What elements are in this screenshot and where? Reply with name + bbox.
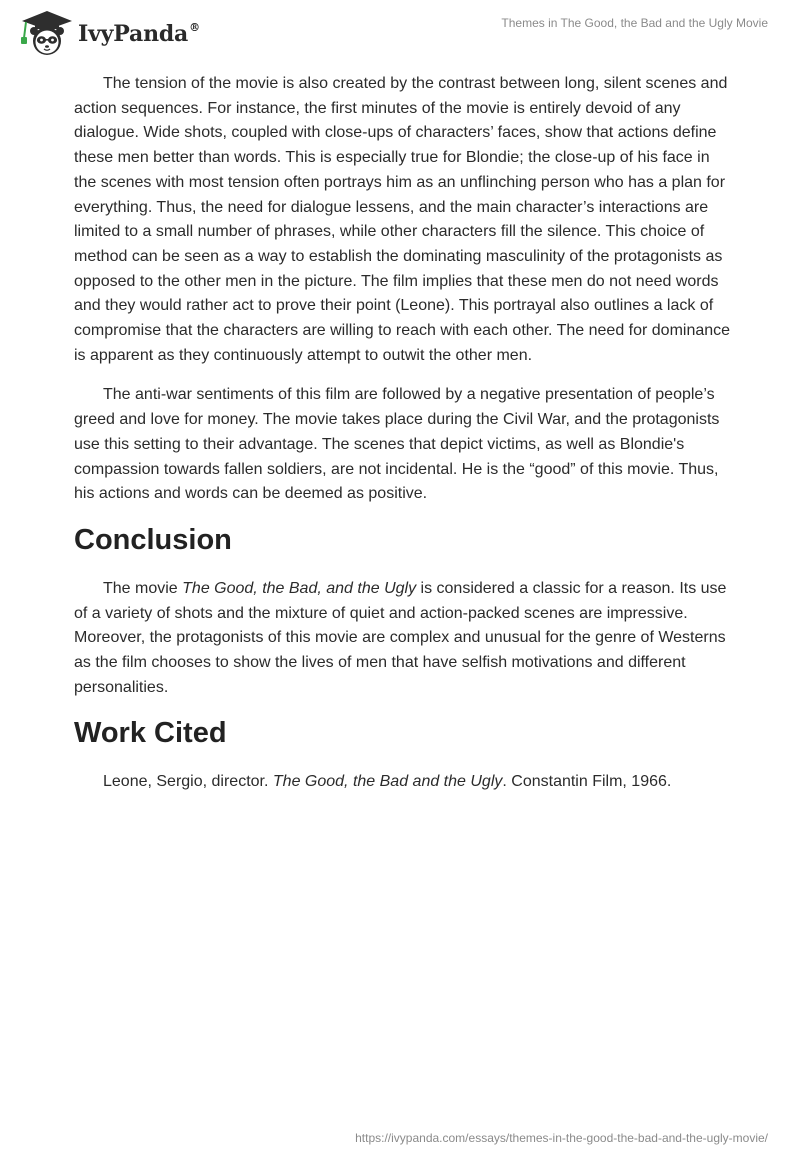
source-url[interactable]: https://ivypanda.com/essays/themes-in-the-good-the-bad-and-the-ugly-movie/: [355, 1131, 768, 1145]
body-paragraph-1: The tension of the movie is also created by the contrast between long, silent scenes and action sequences. For instance, the first minutes of the movie is entirely devoid of any dialogue. Wide shots, coupled with close-ups of characters’ faces, show that actions define these men better than words. This is especially true for Blondie; the close-up of his face in the scenes with most tension often portrays him as an unflinching person who has a plan for everything. Thus, the need for dialogue lessens, and the main character’s interactions are limited to a small number of phrases, while other characters fill the silence. This choice of method can be seen as a way to establish the dominating masculinity of the protagonists as opposed to the other men in the picture. The film implies that these men do not need words and they would rather act to prove their point (Leone). This portrayal also outlines a lack of compromise that the characters are willing to reach with each other. The need for dominance is apparent as they continuously attempt to outwit the other men.: [74, 75, 731, 364]
works-cited-heading: Work Cited: [74, 717, 227, 750]
logo-wordmark: IvyPanda®: [78, 21, 200, 47]
ivypanda-logo[interactable]: [14, 8, 200, 58]
body-paragraph-2: The anti-war sentiments of this film are followed by a negative presentation of people’s greed and love for money. The movie takes place during the Civil War, and the protagonists use this setting to their advantage. The scenes that depict victims, as well as Blondie's compassion towards fallen soldiers, are not incidental. He is the “good” of this movie. Thus, his actions and words can be deemed as positive.: [74, 386, 720, 503]
conclusion-paragraph: The movie The Good, the Bad, and the Ugly is considered a classic for a reason. Its use of a variety of shots and the mixture of quiet and action-packed scenes are impressive. Moreover, the protagonists of this movie are complex and unusual for the genre of Westerns as the film chooses to show the lives of men that have selfish motivations and different personalities.: [74, 579, 727, 696]
page-header: [0, 0, 800, 64]
conclusion-heading: Conclusion: [74, 523, 232, 556]
citation-entry: Leone, Sergio, director. The Good, the Bad and the Ugly. Constantin Film, 1966.: [103, 773, 672, 791]
movie-title-italic: The Good, the Bad, and the Ugly: [182, 579, 417, 597]
document-title: Themes in The Good, the Bad and the Ugly Movie: [501, 16, 768, 30]
essay-content: [74, 72, 734, 810]
registered-mark: ®: [189, 21, 200, 34]
panda-graduate-icon: [14, 8, 76, 58]
citation-title-italic: The Good, the Bad and the Ugly: [272, 773, 503, 791]
